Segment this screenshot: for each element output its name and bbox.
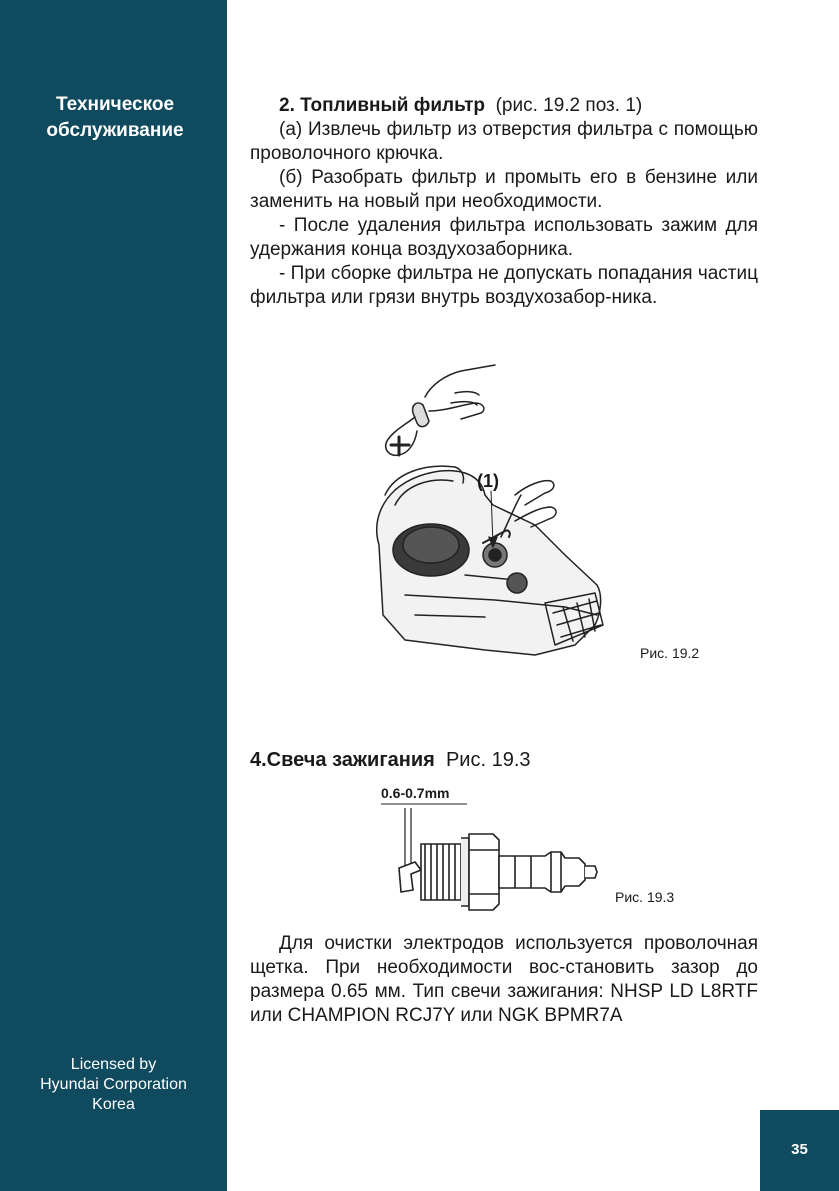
- chainsaw-illustration: [365, 345, 615, 665]
- license-text: Licensed by Hyundai Corporation Korea: [40, 1056, 187, 1113]
- sidebar: [0, 0, 227, 1191]
- fuel-filter-step-b: (б) Разобрать фильтр и промыть его в бензине или заменить на новый при необходимости.: [250, 167, 758, 212]
- spark-plug-body: Для очистки электродов используется проволочная щетка. При необходимости вос-становить зазор до размера 0.65 мм. Тип свечи зажигания: NHSP LD L8RTF или CHAMPION RCJ7Y или NGK BPMR7A: [250, 933, 758, 1026]
- page-number: 35: [791, 1141, 808, 1158]
- fuel-filter-heading: 2. Топливный фильтр (рис. 19.2 поз. 1): [279, 95, 643, 116]
- page-number-box: [760, 1110, 839, 1191]
- spark-plug-section: [250, 748, 758, 772]
- gap-label: 0.6-0.7mm: [381, 785, 450, 801]
- fuel-filter-note-2: - При сборке фильтра не допускать попадания частиц фильтра или грязи внутрь воздухозабор-ника.: [250, 263, 758, 308]
- spark-plug-illustration: [375, 782, 600, 917]
- section-title: Техническое обслуживание: [46, 94, 184, 141]
- figure-19-3-caption: Рис. 19.3: [615, 889, 675, 905]
- fuel-filter-step-a: (а) Извлечь фильтр из отверстия фильтра с помощью проволочного крючка.: [250, 119, 758, 164]
- fuel-filter-section: [250, 94, 758, 310]
- callout-label: (1): [477, 471, 499, 491]
- figure-19-2-caption: Рис. 19.2: [640, 645, 700, 661]
- spark-plug-heading: 4.Свеча зажигания Рис. 19.3: [250, 749, 531, 771]
- spark-plug-body-section: [250, 932, 758, 1028]
- fuel-filter-note-1: - После удаления фильтра использовать зажим для удержания конца воздухозаборника.: [250, 215, 758, 260]
